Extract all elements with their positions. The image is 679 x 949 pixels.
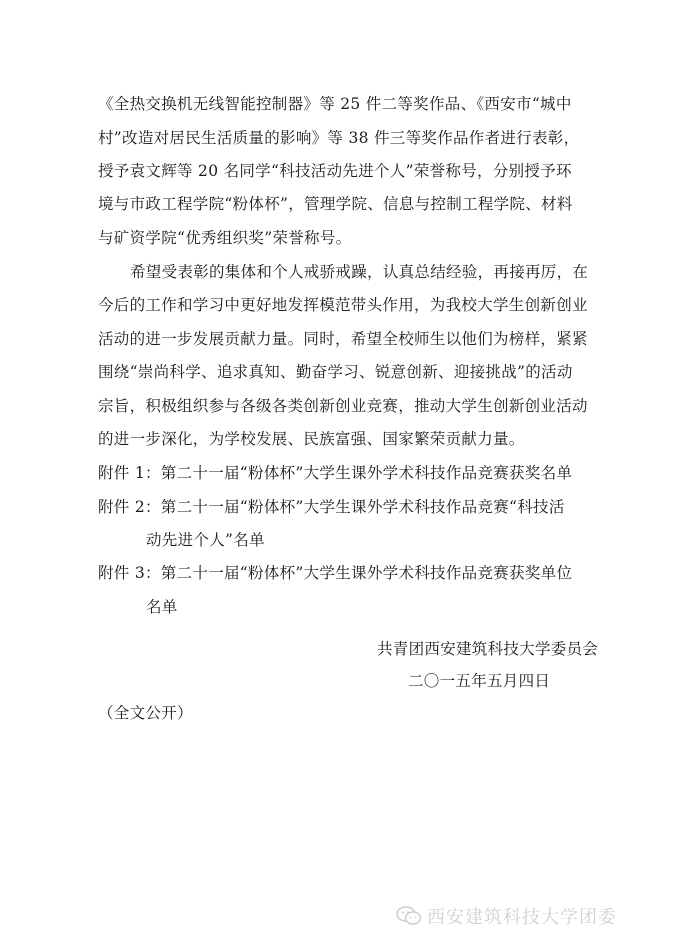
paragraph1-line-4: 境与市政工程学院“粉体杯”，管理学院、信息与控制工程学院、材料 [98,195,573,213]
paragraph2-line-5: 宗旨，积极组织参与各级各类创新创业竞赛，推动大学生创新创业活动 [98,397,588,415]
wechat-icon [395,905,423,927]
watermark [395,903,617,929]
paragraph2-line-2: 今后的工作和学习中更好地发挥模范带头作用，为我校大学生创新创业 [98,296,588,314]
paragraph1-line-3: 授予袁文辉等 20 名同学“科技活动先进个人”荣誉称号，分别授予环 [98,162,572,180]
attachment-1: 附件 1：第二十一届“粉体杯”大学生课外学术科技作品竞赛获奖名单 [98,464,573,482]
paragraph1-line-2: 村”改造对居民生活质量的影响》等 38 件三等奖作品作者进行表彰， [98,129,580,147]
attachment-3-line-2: 名单 [146,598,178,616]
publication-note: （全文公开） [98,704,193,722]
attachment-2-line-1: 附件 2：第二十一届“粉体杯”大学生课外学术科技作品竞赛“科技活 [98,498,565,516]
paragraph2-line-6: 的进一步深化，为学校发展、民族富强、国家繁荣贡献力量。 [98,430,525,448]
signature-organization: 共青团西安建筑科技大学委员会 [377,640,599,658]
attachment-3-line-1: 附件 3：第二十一届“粉体杯”大学生课外学术科技作品竞赛获奖单位 [98,564,573,582]
attachment-2-line-2: 动先进个人”名单 [146,531,265,549]
paragraph1-line-1: 《全热交换机无线智能控制器》等 25 件二等奖作品、《西安市“城中 [98,95,572,113]
paragraph2-line-3: 活动的进一步发展贡献力量。同时，希望全校师生以他们为榜样，紧紧 [98,330,588,348]
paragraph2-line-1: 希望受表彰的集体和个人戒骄戒躁，认真总结经验，再接再厉，在 [130,263,589,281]
paragraph1-line-5: 与矿资学院“优秀组织奖”荣誉称号。 [98,229,352,247]
signature-date: 二〇一五年五月四日 [408,672,551,690]
watermark-text: 西安建筑科技大学团委 [427,907,617,928]
paragraph2-line-4: 围绕“崇尚科学、追求真知、勤奋学习、锐意创新、迎接挑战”的活动 [98,363,573,381]
